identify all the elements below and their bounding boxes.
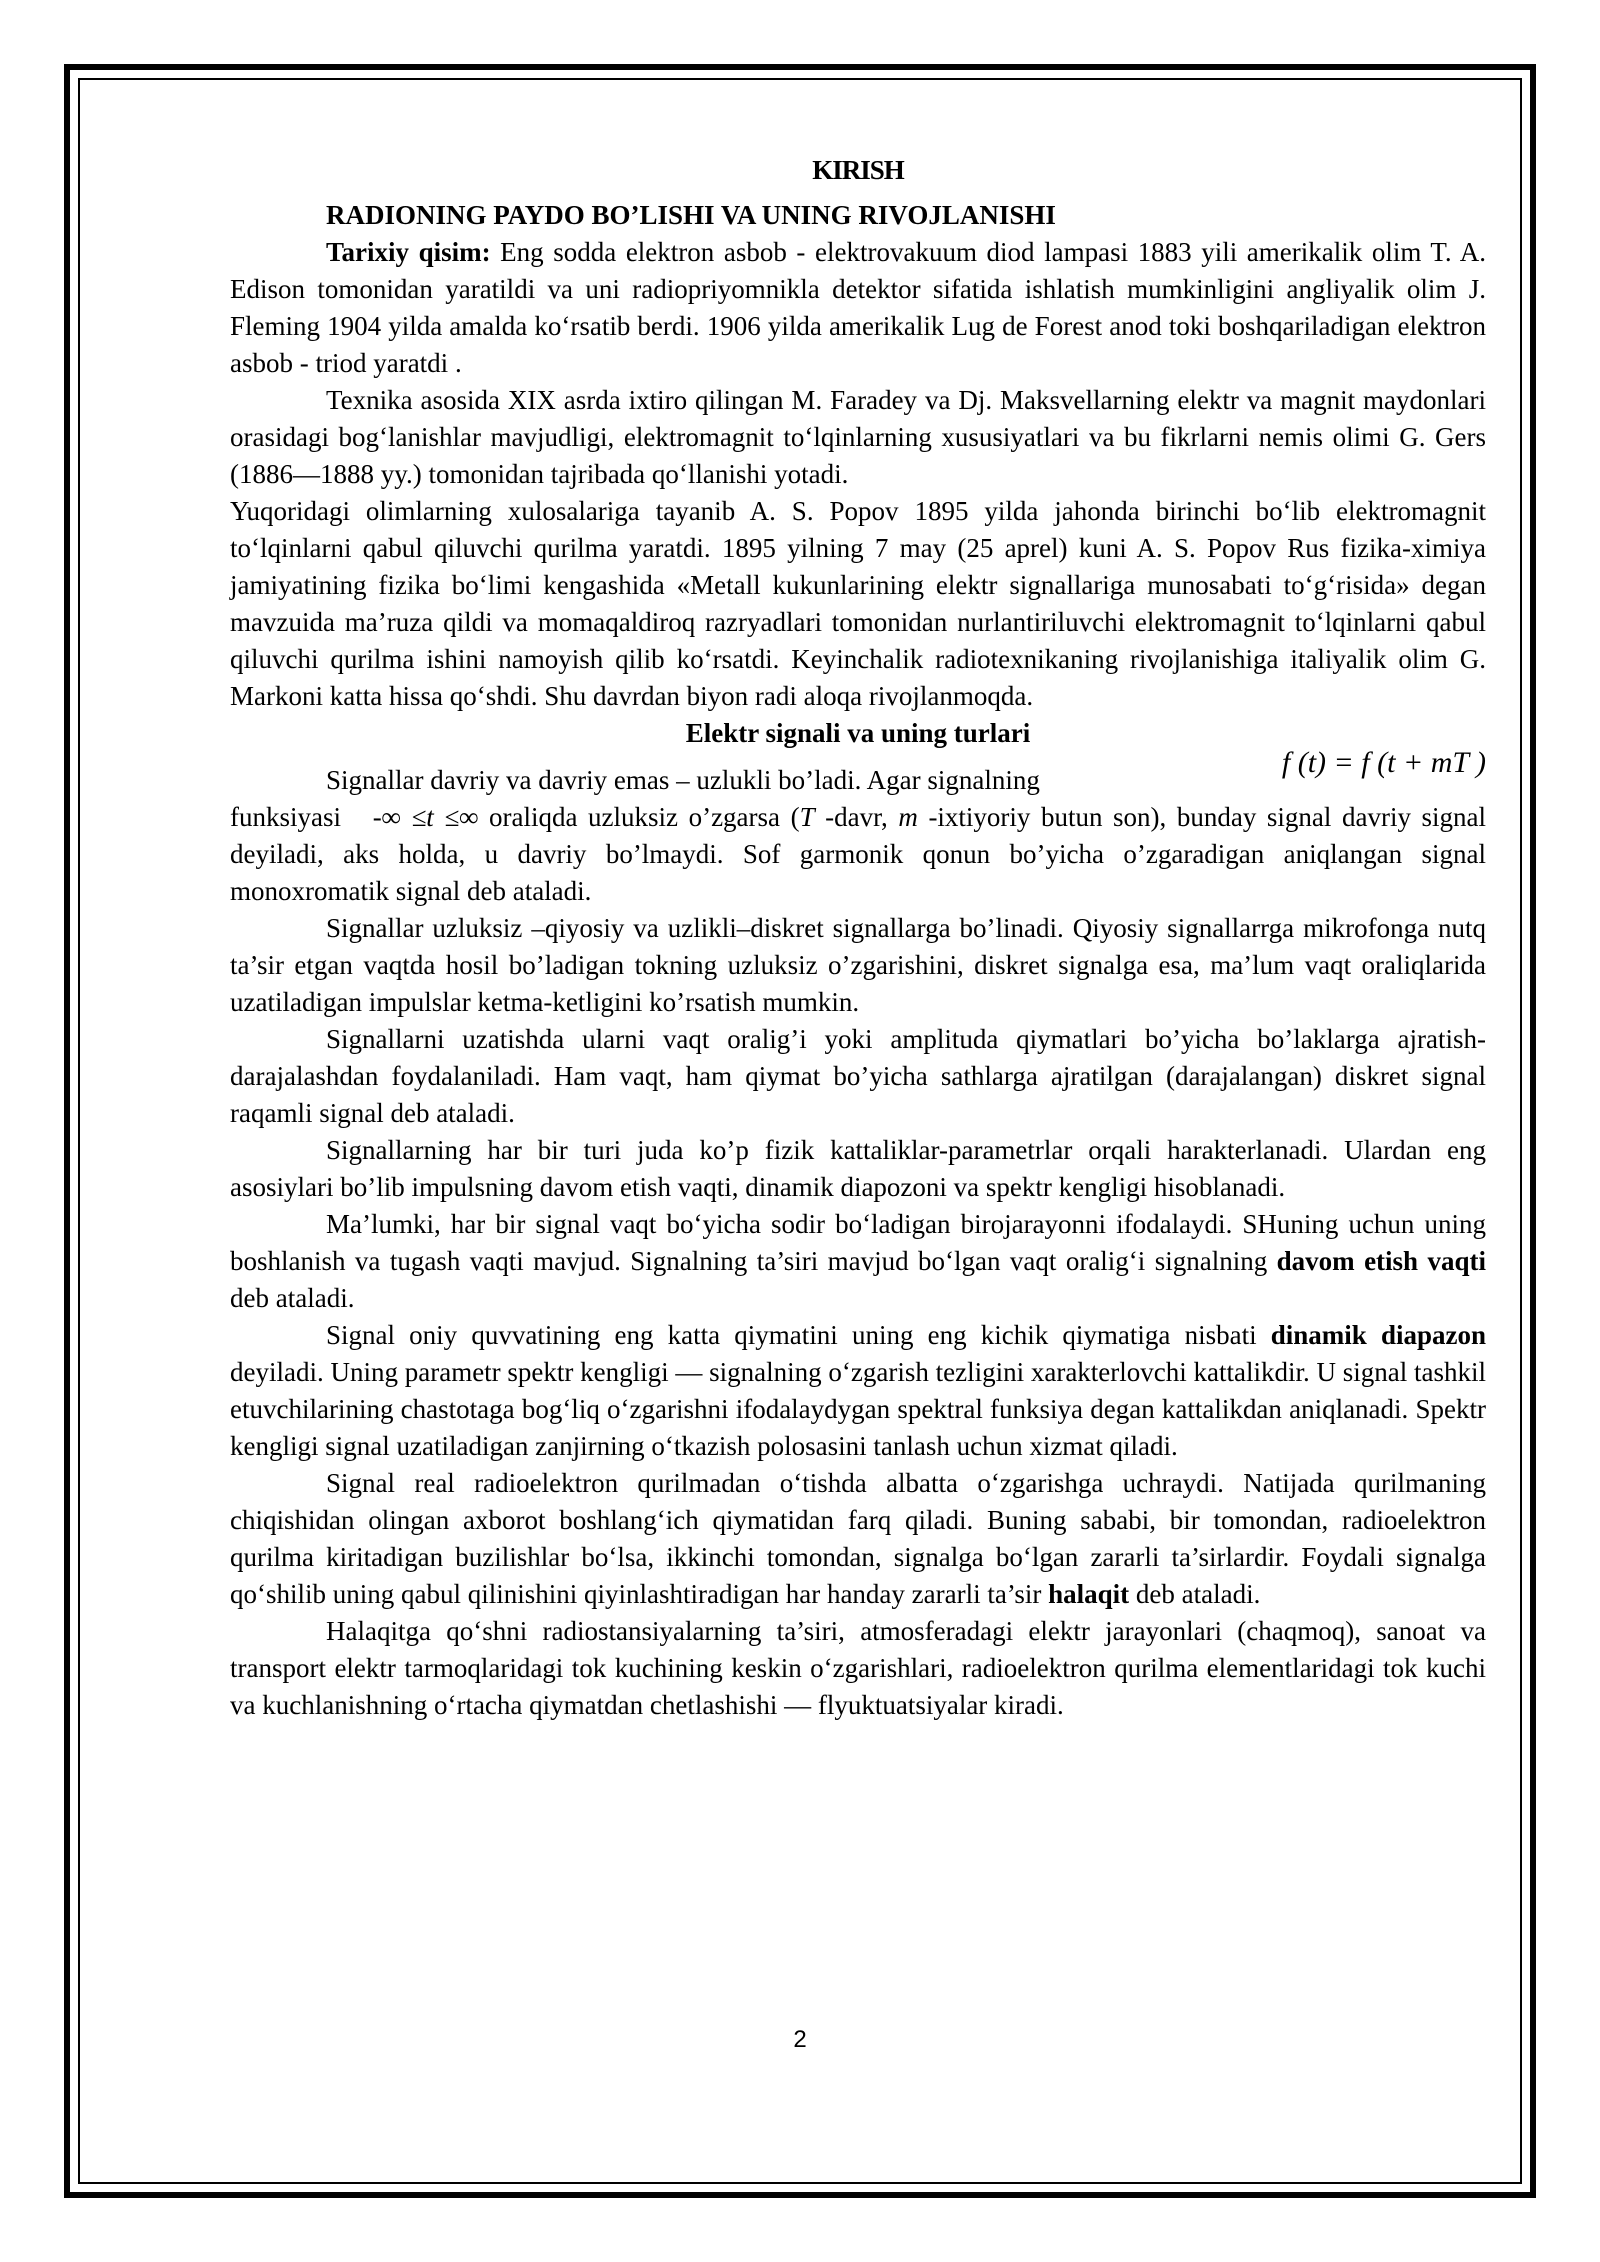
periodic-formula: f (t) = f (t + mT ) [1281,746,1486,779]
periodic-intro-text: Signallar davriy va davriy emas – uzlukli bo’ladi. Agar signalning [326,765,1040,795]
period-symbol: T [799,802,815,832]
interference-text-2: deb ataladi. [1129,1579,1261,1609]
paragraph-theory: Texnika asosida XIX asrda ixtiro qilingan M. Faradey va Dj. Maksvellarning elektr va magnit maydonlari orasidagi bog‘lanishlar mavjudligi, elektromagnit to‘lqinlarning xususiyatlari va bu fikrlarni nemis olimi G. Gers (1886—1888 yy.) tomonidan tajribada qo‘llanishi yotadi. [230,385,1486,489]
paragraph-continuous-discrete: Signallar uzluksiz –qiyosiy va uzlikli–diskret signallarga bo’linadi. Qiyosiy signallarrga mikrofonga nutq ta’sir etgan vaqtda hosil bo’ladigan tokning uzluksiz o’zgarishini, diskret signalga esa, ma’lum vaqt oraliqlarida uzatiladigan impulslar ketma-ketligini ko’rsatish mumkin. [230,913,1486,1017]
duration-text-2: deb ataladi. [230,1283,355,1313]
paragraph-history [230,234,1486,382]
dynamic-text-1: Signal oniy quvvatining eng katta qiymatini uning eng kichik qiymatiga nisbati [326,1320,1271,1350]
history-text: Eng sodda elektron asbob - elektrovakuum diod lampasi 1883 yili amerikalik olim T. A. Edison tomonidan yaratildi va uni radiopriyomnikla detektor sifatida ishlatish mumkinligini angliyalik olim J. Fleming 1904 yilda amalda ko‘rsatib berdi. 1906 yilda amerikalik Lug de Forest anod toki boshqariladigan elektron asbob - triod yaratdi . [230,237,1486,378]
periodic-def-text-3: -ixtiyoriy butun son), bunday signal davriy signal deyiladi, aks holda, u davriy bo’lmaydi. Sof garmonik qonun bo’yicha o’zgaradigan aniqlangan signal monoxromatik signal deb ataladi. [230,802,1486,906]
integer-symbol: m [898,802,918,832]
dynamic-text-2: deyiladi. Uning parametr spektr kengligi — signalning o‘zgarish tezligini xarakterlovchi kattalikdir. U signal tashkil etuvchilarining chastotaga bog‘liq o‘zgarishni ifodalaydygan spektral funksiya degan kattalikdan aniqlanadi. Spektr kengligi signal uzatiladigan zanjirning o‘tkazish polosasini tanlash uchun xizmat qiladi. [230,1357,1486,1461]
interference-term: halaqit [1048,1579,1130,1609]
history-label: Tarixiy qisim: [326,237,491,267]
periodic-function-word: funksiyasi [230,802,341,832]
paragraph-periodic-intro [230,746,1486,799]
paragraph-parameters: Signallarning har bir turi juda ko’p fizik kattaliklar-parametrlar orqali harakterlanadi. Ulardan eng asosiylari bo’lib impulsning davom etish vaqti, dinamik diapozoni va spektr kengligi hisoblanadi. [230,1135,1486,1202]
periodic-def-text-1: oraliqda uzluksiz o’zgarsa ( [478,802,800,832]
paragraph-quantization: Signallarni uzatishda ularni vaqt oralig’i yoki amplituda qiymatlari bo’yicha bo’laklarga ajratish-darajalashdan foydalaniladi. Ham vaqt, ham qiymat bo’yicha sathlarga ajratilgan (darajalangan) diskret signal raqamli signal deb ataladi. [230,1024,1486,1128]
paragraph-popov: Yuqoridagi olimlarning xulosalariga tayanib A. S. Popov 1895 yilda jahonda birinchi bo‘lib elektromagnit to‘lqinlarni qabul qiluvchi qurilma yaratdi. 1895 yilning 7 may (25 aprel) kuni A. S. Popov Rus fizika-ximiya jamiyatining fizika bo‘limi kengashida «Metall kukunlarining elektr signallariga munosabati to‘g‘risida» degan mavzuida ma’ruza qildi va momaqaldiroq razryadlari tomonidan nurlantiriluvchi elektromagnit to‘lqinlarni qabul qiluvchi qurilma ishini namoyish qilib ko‘rsatdi. Keyinchalik radiotexnikaning rivojlanishiga italiyalik olim G. Markoni katta hissa qo‘shdi. Shu davrdan biyon radi aloqa rivojlanmoqda. [230,496,1486,711]
dynamic-term: dinamik diapazon [1270,1320,1486,1350]
periodic-def-text-2: -davr, [814,802,899,832]
duration-text-1: Ma’lumki, har bir signal vaqt bo‘yicha sodir bo‘ladigan birojarayonni ifodalaydi. SHuning uchun uning boshlanish va tugash vaqti mavjud. Signalning ta’siri mavjud bo‘lgan vaqt oralig‘i signalning [230,1209,1486,1276]
page-heading: KIRISH [812,155,904,185]
paragraph-interference-sources: Halaqitga qo‘shni radiostansiyalarning ta’siri, atmosferadagi elektr jarayonlari (chaqmoq), sanoat va transport elektr tarmoqlaridagi tok kuchining keskin o‘zgarishlari, radioelektron qurilma elementlaridagi tok kuchi va kuchlanishning o‘rtacha qiymatdan chetlashishi — flyuktuatsiyalar kiradi. [230,1616,1486,1720]
document-body [230,152,1486,1724]
duration-term: davom etish vaqti [1276,1246,1486,1276]
paragraph-dynamic-range [230,1317,1486,1465]
range-formula: -∞ ≤t ≤∞ [372,802,479,832]
interference-text-1: Signal real radioelektron qurilmadan o‘tishda albatta o‘zgarishga uchraydi. Natijada qurilmaning chiqishidan olingan axborot boshlang‘ich qiymatidan farq qiladi. Buning sababi, bir tomondan, radioelektron qurilma kiritadigan buzilishlar bo‘lsa, ikkinchi tomondan, signalga bo‘lgan zararli ta’sirlardir. Foydali signalga qo‘shilib uning qabul qilinishini qiyinlashtiradigan har handay zararli ta’sir [230,1468,1486,1609]
page-number: 2 [793,2026,807,2053]
paragraph-duration [230,1206,1486,1317]
paragraph-periodic-def [230,799,1486,910]
paragraph-interference [230,1465,1486,1613]
document-title: RADIONING PAYDO BO’LISHI VA UNING RIVOJLANISHI [326,200,1056,230]
section-subheading: Elektr signali va uning turlari [685,718,1031,748]
